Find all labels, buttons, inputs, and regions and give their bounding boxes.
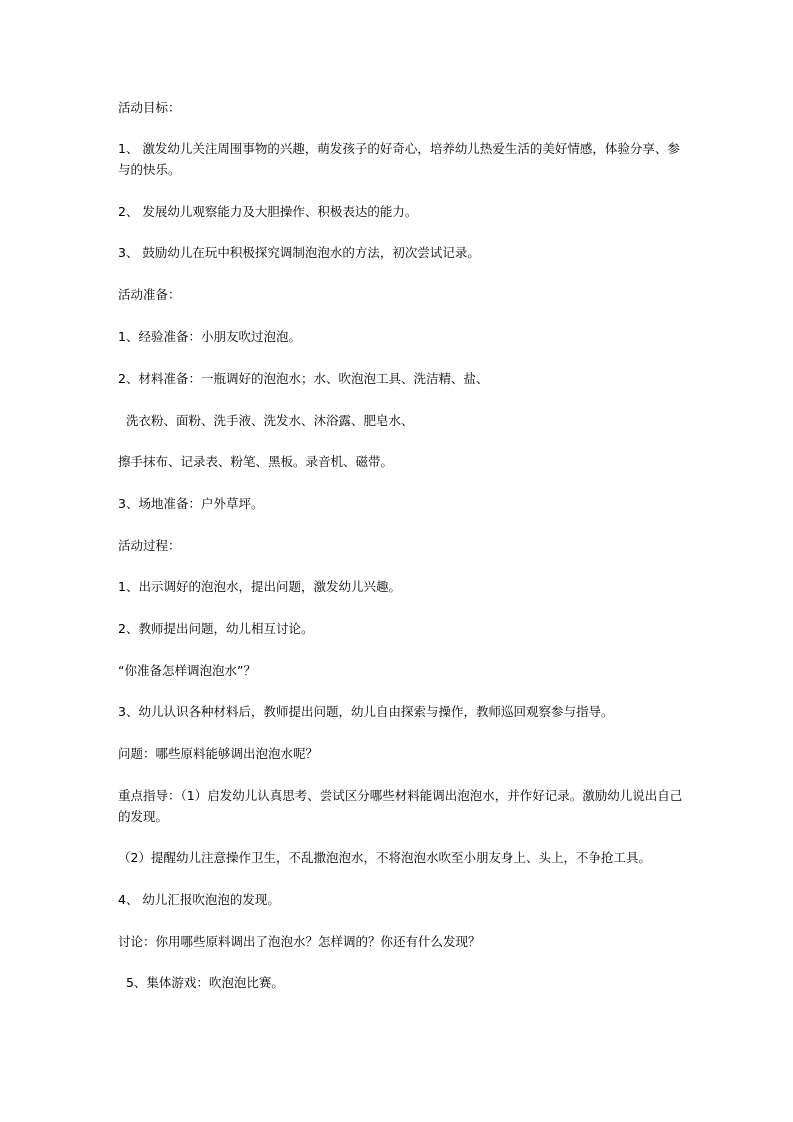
process-item-3: 3、幼儿认识各种材料后，教师提出问题，幼儿自由探索与操作，教师巡回观察参与指导。: [118, 704, 614, 719]
prep-heading: 活动准备：: [118, 287, 181, 302]
process-item-1: 1、出示调好的泡泡水，提出问题，激发幼儿兴趣。: [118, 579, 401, 594]
process-heading: 活动过程：: [118, 538, 181, 553]
prep-item-2: 2、材料准备：一瓶调好的泡泡水；水、吹泡泡工具、洗洁精、盐、: [118, 371, 489, 386]
process-item-3-guide-2: （2）提醒幼儿注意操作卫生，不乱撒泡泡水，不将泡泡水吹至小朋友身上、头上，不争抢工具。: [118, 850, 651, 865]
prep-item-2-continuation-2: 擦手抹布、记录表、粉笔、黑板。录音机、磁带。: [118, 454, 394, 469]
prep-item-2-continuation-1: 洗衣粉、面粉、洗手液、洗发水、沐浴露、肥皂水、: [118, 413, 414, 428]
prep-item-1: 1、经验准备：小朋友吹过泡泡。: [118, 329, 301, 344]
process-item-3-question: 问题：哪些原料能够调出泡泡水呢？: [118, 746, 319, 761]
goal-item-3: 3、 鼓励幼儿在玩中积极探究调制泡泡水的方法，初次尝试记录。: [118, 245, 480, 260]
goal-heading: 活动目标：: [118, 100, 181, 115]
prep-item-3: 3、场地准备：户外草坪。: [118, 496, 264, 511]
goal-item-2: 2、 发展幼儿观察能力及大胆操作、积极表达的能力。: [118, 204, 418, 219]
process-item-2: 2、教师提出问题，幼儿相互讨论。: [118, 621, 314, 636]
process-item-3-guide-1: 重点指导：（1）启发幼儿认真思考、尝试区分哪些材料能调出泡泡水，并作好记录。激励幼儿说出自己的发现。: [118, 788, 683, 824]
process-item-5: 5、集体游戏：吹泡泡比赛。: [118, 975, 284, 990]
process-item-4-discussion: 讨论：你用哪些原料调出了泡泡水？怎样调的？你还有什么发现？: [118, 934, 481, 949]
goal-item-1: 1、 激发幼儿关注周围事物的兴趣，萌发孩子的好奇心，培养幼儿热爱生活的美好情感，体验分享、参与的快乐。: [118, 141, 680, 177]
process-item-2-quote: “你准备怎样调泡泡水”？: [118, 663, 256, 678]
process-item-4: 4、 幼儿汇报吹泡泡的发现。: [118, 892, 280, 907]
